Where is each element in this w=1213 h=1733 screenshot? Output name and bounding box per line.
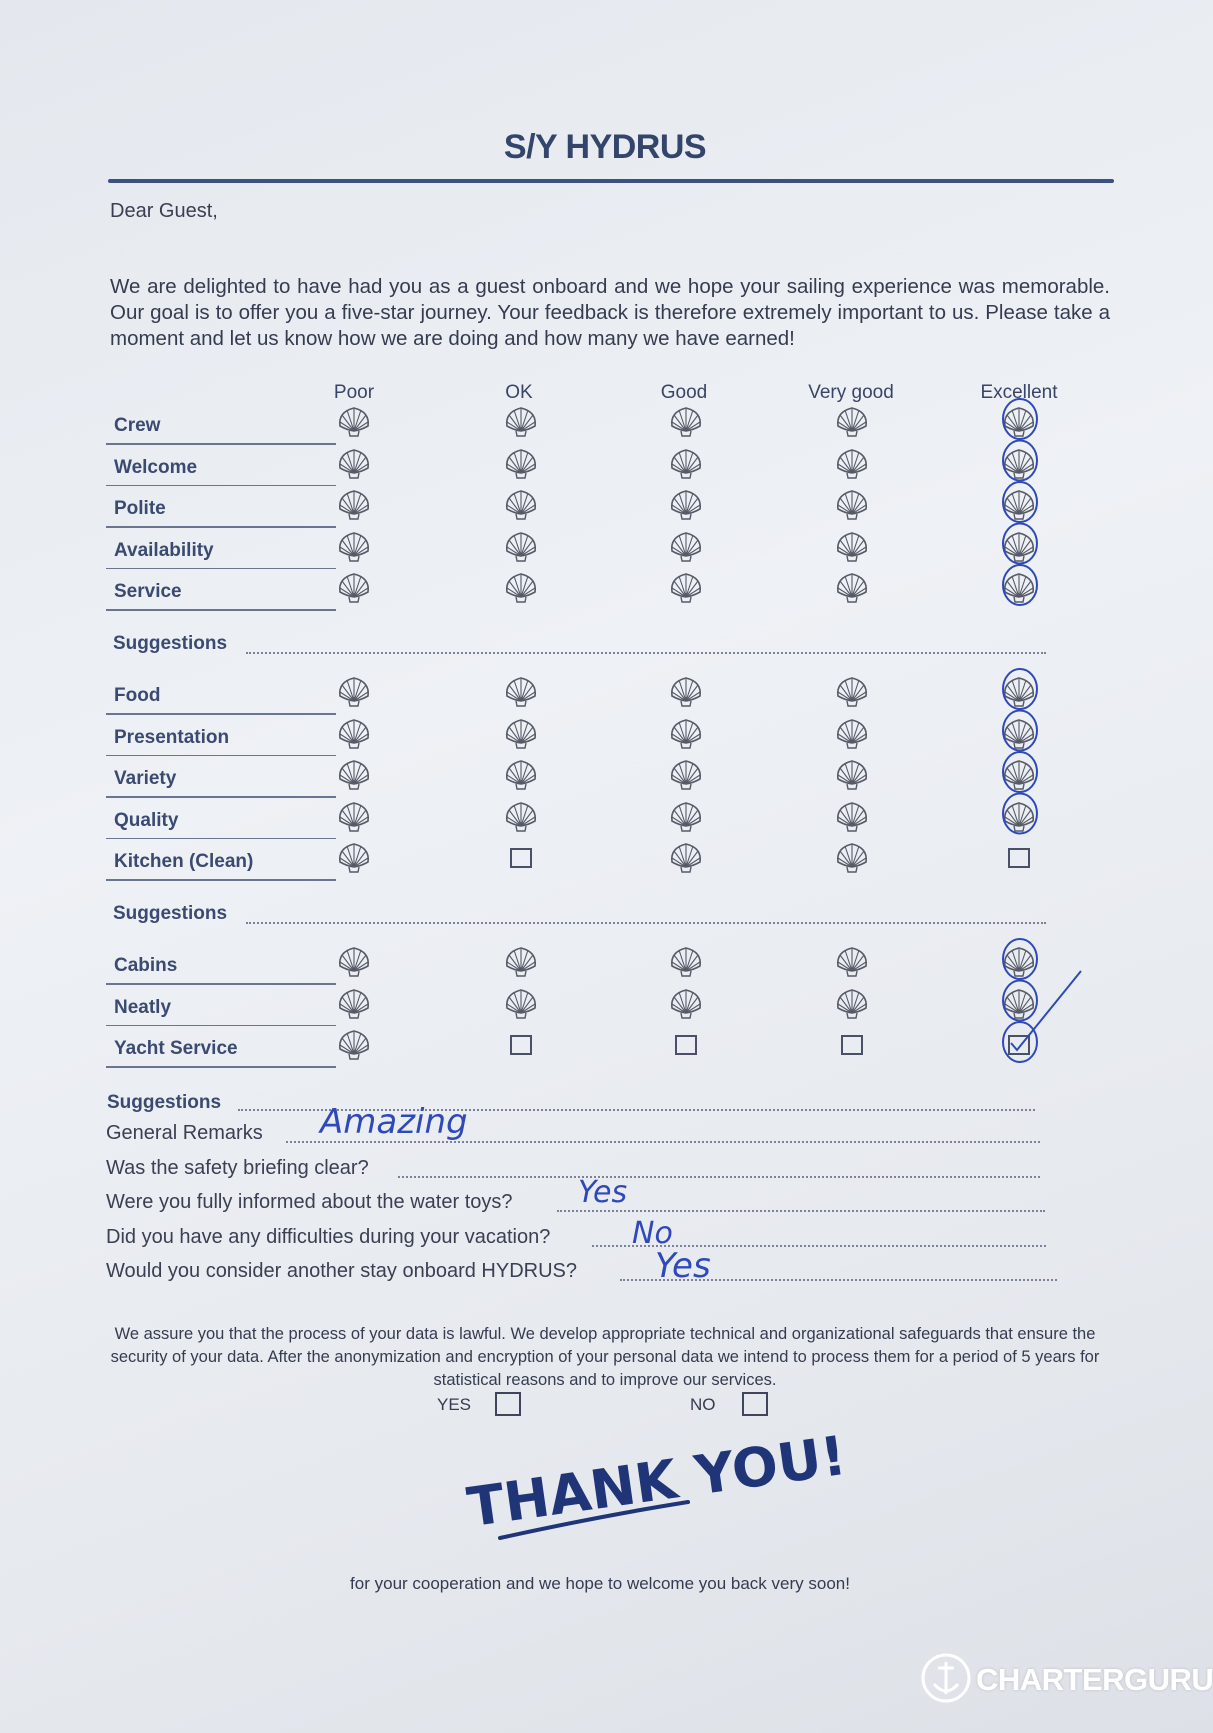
column-header-excellent: Excellent	[980, 382, 1058, 403]
column-header-ok: OK	[505, 382, 533, 403]
suggestions-label: Suggestions	[107, 1091, 222, 1113]
row-label: Welcome	[114, 456, 198, 478]
rating-circle-mark	[1003, 794, 1037, 834]
column-header-very-good: Very good	[808, 382, 894, 403]
thank-you-text: THANK YOU!	[463, 1423, 850, 1540]
suggestions-label: Suggestions	[113, 632, 228, 654]
handwritten-answer: No	[632, 1215, 673, 1251]
rating-circle-mark	[1003, 1022, 1037, 1062]
question-label: Was the safety briefing clear?	[106, 1156, 369, 1179]
handwritten-answer: Yes	[655, 1246, 711, 1286]
rating-circle-mark	[1003, 711, 1037, 751]
row-label: Neatly	[114, 996, 172, 1018]
thank-you-handwriting	[450, 1420, 850, 1550]
row-label: Quality	[114, 809, 179, 831]
answer-field[interactable]	[398, 1176, 1040, 1178]
rating-circle-mark	[1003, 399, 1037, 439]
consent-no-checkbox[interactable]	[742, 1392, 768, 1416]
intro-paragraph: We are delighted to have had you as a guest onboard and we hope your sailing experience was memorable. Our goal is to offer you a five-star journey. Your feedback is therefore extremely important to us. Please take a moment and let us know how we are doing and how many we have earned!	[110, 275, 1110, 350]
rating-circle-mark	[1003, 939, 1037, 979]
column-header-poor: Poor	[333, 382, 375, 403]
row-label: Presentation	[114, 726, 230, 748]
question-label: Did you have any difficulties during your vacation?	[106, 1225, 551, 1248]
column-header-good: Good	[660, 382, 708, 403]
question-label: Were you fully informed about the water toys?	[106, 1191, 513, 1213]
rating-circle-mark	[1003, 565, 1037, 605]
privacy-notice: We assure you that the process of your data is lawful. We develop appropriate technical and organizational safeguards that ensure the security of your data. After the anonymization and encryption of your personal data we intend to process them for a period of 5 years for statistical reasons and to improve our services.	[110, 1325, 1100, 1389]
rating-circle-mark	[1003, 981, 1037, 1021]
row-label: Polite	[114, 498, 166, 519]
consent-yes-label: YES	[437, 1395, 472, 1414]
suggestions-label: Suggestions	[113, 902, 228, 924]
row-label: Yacht Service	[114, 1038, 238, 1059]
rating-circle-mark	[1003, 669, 1037, 709]
watermark-text: CHARTERGURU	[976, 1662, 1213, 1697]
handwritten-answer: Yes	[578, 1175, 628, 1210]
handwritten-answer: Amazing	[320, 1102, 468, 1142]
row-label: Variety	[114, 768, 177, 789]
row-label: Kitchen (Clean)	[114, 851, 254, 872]
checkmark-mark	[1011, 971, 1081, 1050]
greeting: Dear Guest,	[110, 200, 218, 222]
question-label: General Remarks	[106, 1122, 263, 1144]
consent-no-label: NO	[690, 1395, 716, 1414]
row-label: Service	[114, 581, 182, 602]
form-title: S/Y HYDRUS	[503, 128, 707, 166]
answer-field[interactable]	[557, 1210, 1045, 1212]
row-label: Food	[114, 685, 161, 706]
closing-text: for your cooperation and we hope to welcome you back very soon!	[350, 1574, 850, 1593]
rating-circle-mark	[1003, 524, 1037, 564]
row-label: Crew	[114, 415, 161, 436]
row-label: Cabins	[114, 955, 178, 976]
rating-circle-mark	[1003, 441, 1037, 481]
row-label: Availability	[114, 539, 214, 561]
consent-yes-checkbox[interactable]	[495, 1392, 521, 1416]
rating-circle-mark	[1003, 752, 1037, 792]
question-label: Would you consider another stay onboard HYDRUS?	[106, 1260, 577, 1282]
rating-circle-mark	[1003, 482, 1037, 522]
anchor-icon	[923, 1655, 969, 1701]
